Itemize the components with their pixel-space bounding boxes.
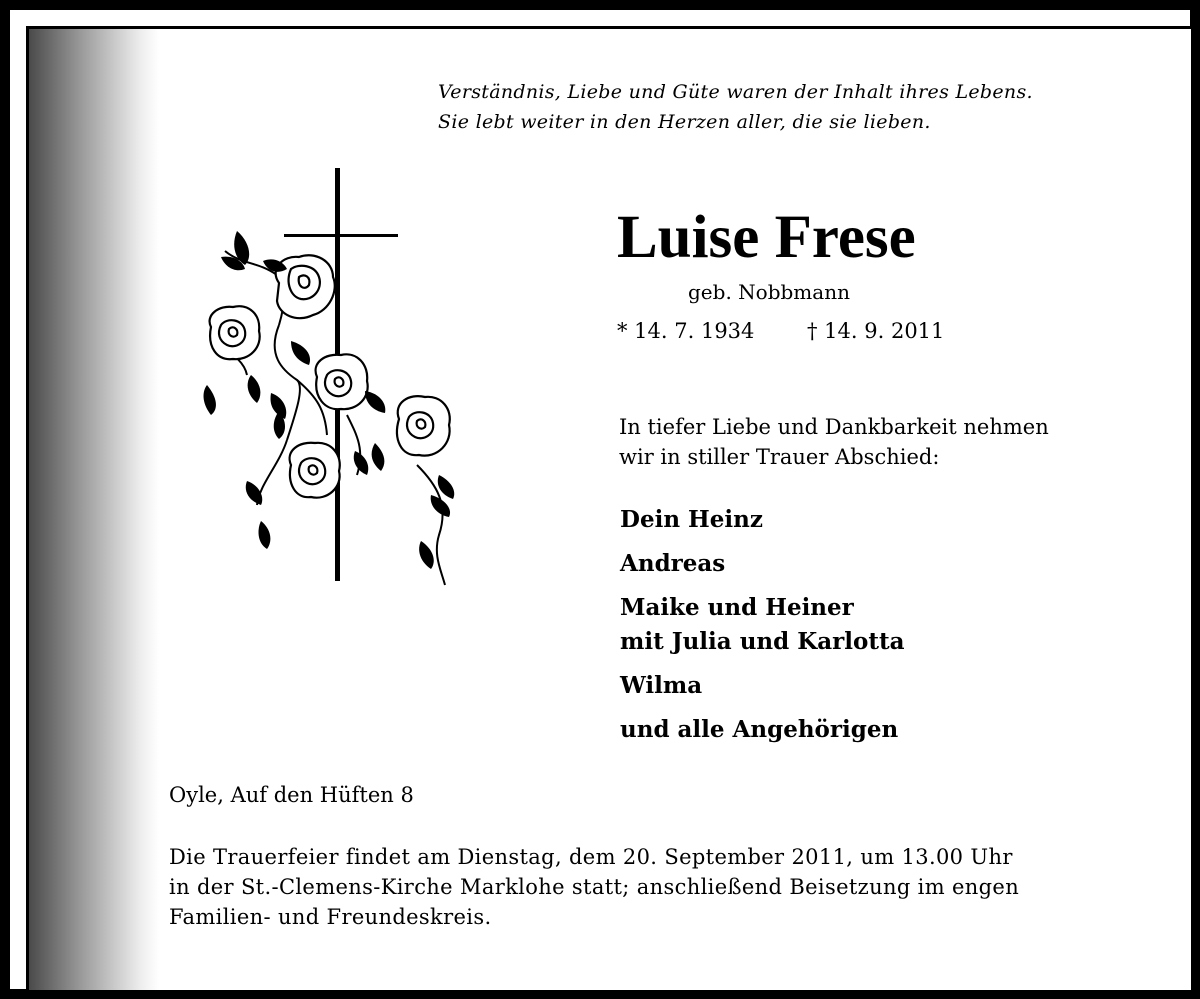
death-date: † 14. 9. 2011 — [807, 319, 945, 343]
life-dates — [617, 317, 944, 345]
mourner-name: Maike und Heiner — [620, 594, 854, 621]
mourner-entry — [620, 503, 904, 537]
mourner-name: Wilma — [620, 672, 703, 699]
ceremony-line-2: in der St.-Clemens-Kirche Marklohe statt; anschließend Beisetzung im engen — [169, 875, 1020, 899]
motto-line-2: Sie lebt weiter in den Herzen aller, die sie lieben. — [438, 111, 931, 133]
ceremony-line-3: Familien- und Freundeskreis. — [169, 905, 492, 929]
address: Oyle, Auf den Hüften 8 — [169, 783, 414, 807]
motto — [438, 77, 1033, 137]
mourner-entry — [620, 591, 904, 659]
mourner-entry — [620, 547, 904, 581]
mourners-list — [620, 503, 904, 757]
farewell-intro — [619, 412, 1049, 472]
mourner-name: Dein Heinz — [620, 506, 763, 533]
ceremony-info — [169, 842, 1019, 932]
birth-name: geb. Nobbmann — [688, 280, 850, 304]
ceremony-line-1: Die Trauerfeier findet am Dienstag, dem 20. September 2011, um 13.00 Uhr — [169, 845, 1013, 869]
intro-line-2: wir in stiller Trauer Abschied: — [619, 445, 940, 469]
cross-with-roses-icon — [187, 165, 487, 605]
intro-line-1: In tiefer Liebe und Dankbarkeit nehmen — [619, 415, 1049, 439]
motto-line-1: Verständnis, Liebe und Güte waren der Inhalt ihres Lebens. — [438, 81, 1033, 103]
mourner-name: und alle Angehörigen — [620, 716, 899, 743]
mourner-name: Andreas — [620, 550, 726, 577]
left-shade — [29, 29, 159, 990]
mourner-entry — [620, 669, 904, 703]
birth-date: * 14. 7. 1934 — [617, 319, 755, 343]
mourner-entry — [620, 713, 904, 747]
notice-frame — [26, 26, 1194, 993]
mourner-name: mit Julia und Karlotta — [620, 628, 905, 655]
deceased-name: Luise Frese — [617, 204, 916, 271]
